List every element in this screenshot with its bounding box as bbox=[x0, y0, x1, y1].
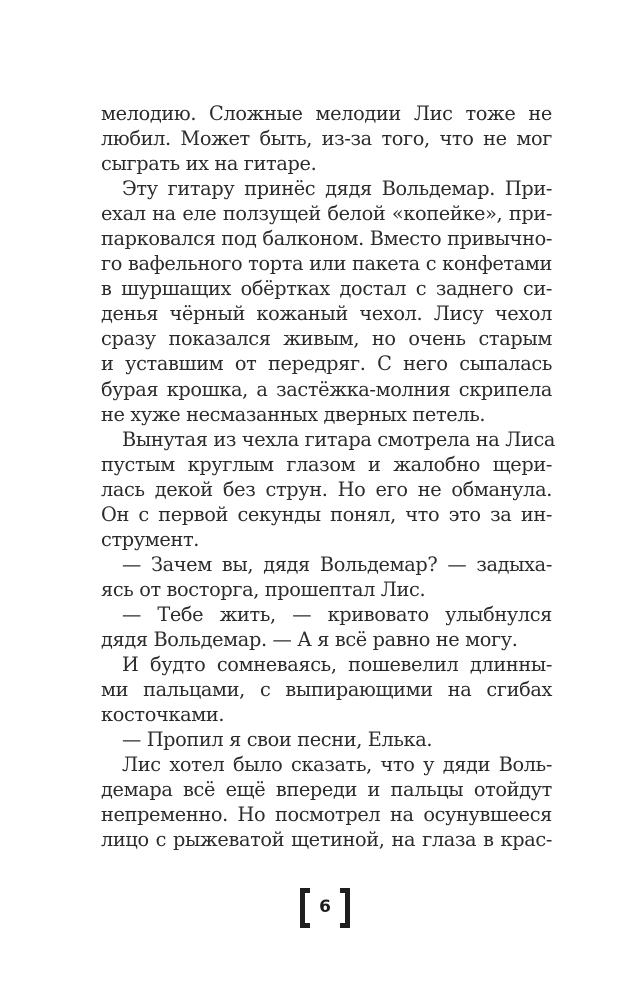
text-line: Эту гитару принёс дядя Вольдемар. При- bbox=[122, 177, 552, 201]
text-line: демара всё ещё впереди и пальцы отойдут bbox=[101, 778, 552, 802]
body-text bbox=[101, 101, 556, 852]
text-line: в шуршащих обёртках достал с заднего си- bbox=[101, 277, 552, 301]
right-bracket-icon bbox=[340, 888, 350, 928]
text-line: струмент. bbox=[101, 527, 200, 551]
text-line: — Тебе жить, — кривовато улыбнулся bbox=[122, 602, 552, 626]
text-line: бурая крошка, а застёжка-молния скрипела bbox=[101, 377, 552, 401]
text-line: любил. Может быть, из-за того, что не мог bbox=[101, 127, 552, 151]
page-number: 6 bbox=[319, 897, 331, 917]
text-line: Лис хотел было сказать, что у дяди Воль- bbox=[122, 753, 552, 777]
text-line: ми пальцами, с выпирающими на сгибах bbox=[101, 678, 552, 702]
text-line: пустым круглым глазом и жалобно щери- bbox=[101, 452, 552, 476]
text-line: го вафельного торта или пакета с конфетами bbox=[101, 252, 552, 276]
text-line: дядя Вольдемар. — А я всё равно не могу. bbox=[101, 627, 518, 651]
text-line: непременно. Но посмотрел на осунувшееся bbox=[101, 803, 552, 827]
text-line: — Пропил я свои песни, Елька. bbox=[122, 728, 433, 752]
text-line: ехал на еле ползущей белой «копейке», при- bbox=[101, 202, 552, 226]
text-line: и уставшим от передряг. С него сыпалась bbox=[101, 352, 552, 376]
text-line: денья чёрный кожаный чехол. Лису чехол bbox=[101, 302, 552, 326]
text-line: парковался под балконом. Вместо привычно- bbox=[101, 227, 552, 251]
text-line: не хуже несмазанных дверных петель. bbox=[101, 402, 486, 426]
text-line: И будто сомневаясь, пошевелил длинны- bbox=[122, 653, 552, 677]
text-line: Вынутая из чехла гитара смотрела на Лиса bbox=[122, 427, 556, 451]
text-line: — Зачем вы, дядя Вольдемар? — задыха- bbox=[122, 552, 552, 576]
text-line: мелодию. Сложные мелодии Лис тоже не bbox=[101, 102, 552, 125]
text-line: лась декой без струн. Но его не обманула. bbox=[101, 477, 552, 501]
text-line: лицо с рыжеватой щетиной, на глаза в крас- bbox=[101, 828, 552, 852]
text-line: ясь от восторга, прошептал Лис. bbox=[101, 577, 426, 601]
text-line: сразу показался живым, но очень старым bbox=[101, 327, 552, 351]
text-line: сыграть их на гитаре. bbox=[101, 152, 317, 176]
page-number-folio bbox=[298, 888, 352, 930]
text-line: Он с первой секунды понял, что это за ин- bbox=[101, 502, 552, 526]
text-line: косточками. bbox=[101, 703, 225, 727]
